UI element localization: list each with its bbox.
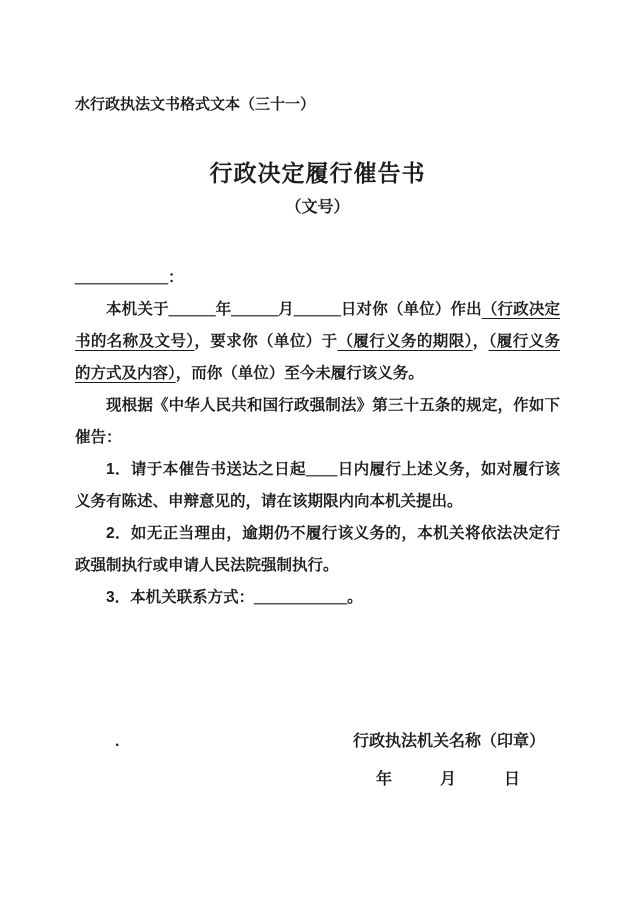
signature-agency-name: 行政执法机关名称（印章） (352, 733, 545, 750)
signature-dot: . (115, 733, 120, 750)
signature-row (75, 726, 560, 758)
text-segment: ， (472, 333, 489, 350)
paragraph-decision (75, 294, 560, 390)
document-series-header: 水行政执法文书格式文本（三十一） (75, 96, 316, 113)
text-segment: ，要求你（单位）于 (194, 333, 338, 350)
signature-date-line: 年 月 日 (375, 771, 520, 788)
list-item-2: 2．如无正当理由，逾期仍不履行该义务的，本机关将依法决定行政强制执行或申请人民法院强制执行。 (75, 525, 560, 574)
list-item-1: 1．请于本催告书送达之日起＿＿日内履行上述义务，如对履行该义务有陈述、申辩意见的，请在该期限内向本机关提出。 (75, 461, 560, 510)
text-segment: 本机关于＿＿＿年＿＿＿月＿＿＿日对你（单位）作出 (106, 301, 482, 318)
document-title: 行政决定履行催告书 (209, 160, 426, 186)
text-segment: ，而你（单位）至今未履行该义务。 (175, 365, 424, 382)
paragraph-legal-basis: 现根据《中华人民共和国行政强制法》第三十五条的规定，作如下催告： (75, 397, 560, 446)
underlined-blank-deadline: （履行义务的期限） (337, 333, 473, 350)
document-number-placeholder: （文号） (285, 199, 350, 216)
salutation-line: ＿＿＿＿＿＿： (75, 269, 184, 286)
list-item-3: 3．本机关联系方式：＿＿＿＿＿＿。 (106, 589, 363, 606)
underlined-blank-method: （履行义务的方式及内容） (75, 333, 560, 382)
document-body (75, 262, 560, 614)
underlined-blank-decision-name: （行政决定书的名称及文号） (75, 301, 560, 350)
